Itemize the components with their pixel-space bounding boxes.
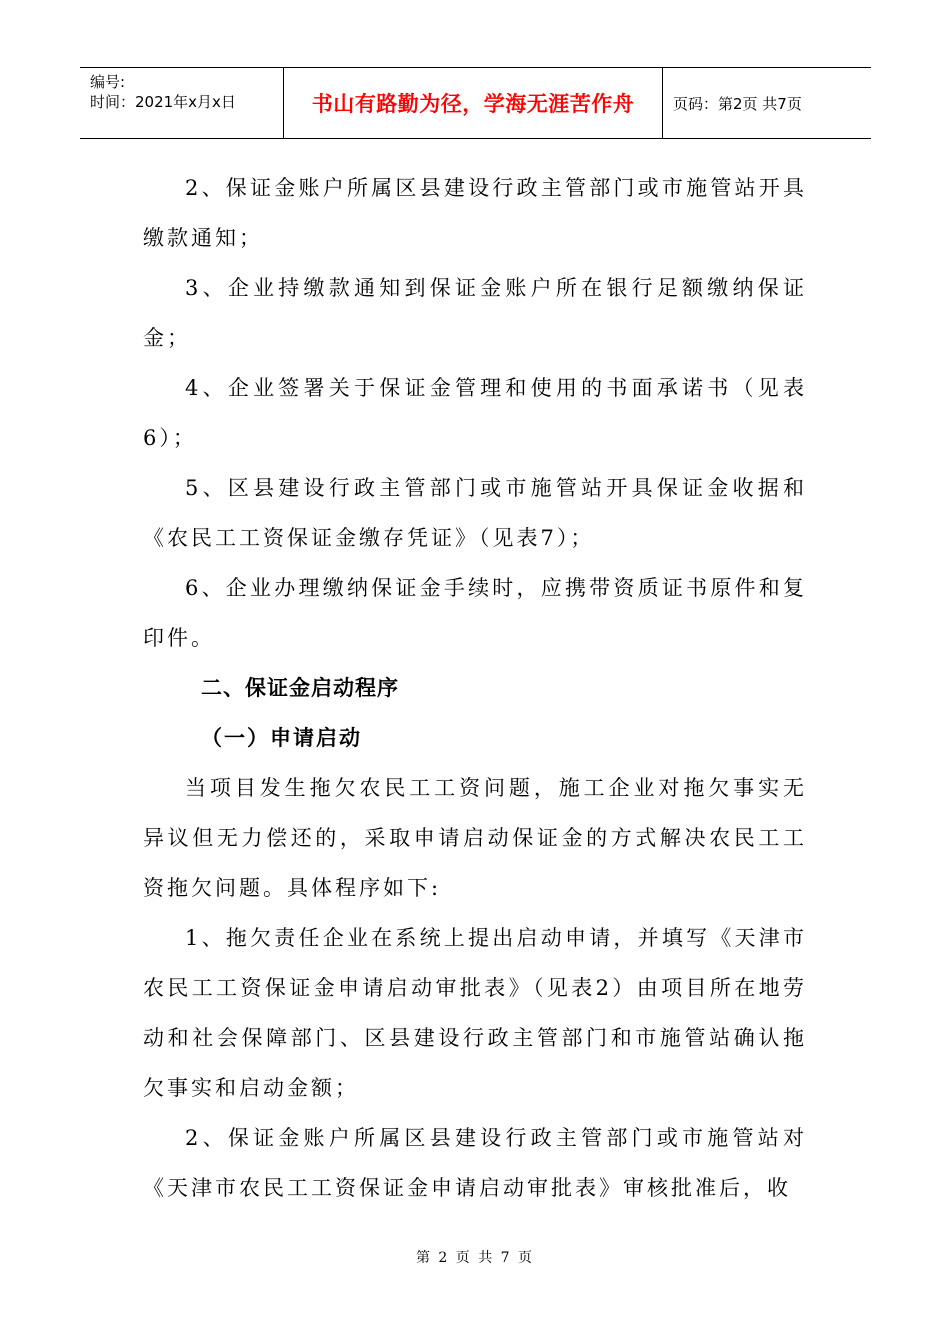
paragraph: 当项目发生拖欠农民工工资问题，施工企业对拖欠事实无异议但无力偿还的，采取申请启动保证金的方式解决农民工工资拖欠问题。具体程序如下: — [143, 776, 807, 900]
subsection-heading: （一）申请启动 — [201, 726, 362, 750]
header-meta — [80, 68, 283, 138]
paragraph: 6、企业办理缴纳保证金手续时，应携带资质证书原件和复印件。 — [143, 576, 807, 650]
section-heading: 二、保证金启动程序 — [201, 676, 399, 700]
header-page-cell — [663, 68, 871, 138]
paragraph: 2、保证金账户所属区县建设行政主管部门或市施管站开具缴款通知； — [143, 176, 807, 250]
time-label: 时间：2021年x月x日 — [90, 93, 236, 111]
paragraph: 1、拖欠责任企业在系统上提出启动申请，并填写《天津市农民工工资保证金申请启动审批表》（见表2）由项目所在地劳动和社会保障部门、区县建设行政主管部门和市施管站确认拖欠事实和启动金额； — [143, 926, 807, 1100]
paragraph: 5、区县建设行政主管部门或市施管站开具保证金收据和《农民工工资保证金缴存凭证》（见表7）； — [143, 476, 807, 550]
paragraph: 3、企业持缴款通知到保证金账户所在银行足额缴纳保证金； — [143, 276, 807, 350]
page-header — [80, 67, 871, 139]
header-motto-cell — [283, 68, 663, 138]
paragraph: 4、企业签署关于保证金管理和使用的书面承诺书（见表6）； — [143, 376, 807, 450]
paragraph: 2、保证金账户所属区县建设行政主管部门或市施管站对《天津市农民工工资保证金申请启动审批表》审核批准后，收 — [143, 1126, 807, 1200]
header-motto: 书山有路勤为径，学海无涯苦作舟 — [311, 92, 635, 116]
serial-label: 编号: — [90, 73, 126, 91]
header-page-info: 页码：第2页 共7页 — [673, 94, 802, 113]
page-footer: 第 2 页 共 7 页 — [415, 1250, 535, 1266]
document-body — [143, 163, 807, 1213]
